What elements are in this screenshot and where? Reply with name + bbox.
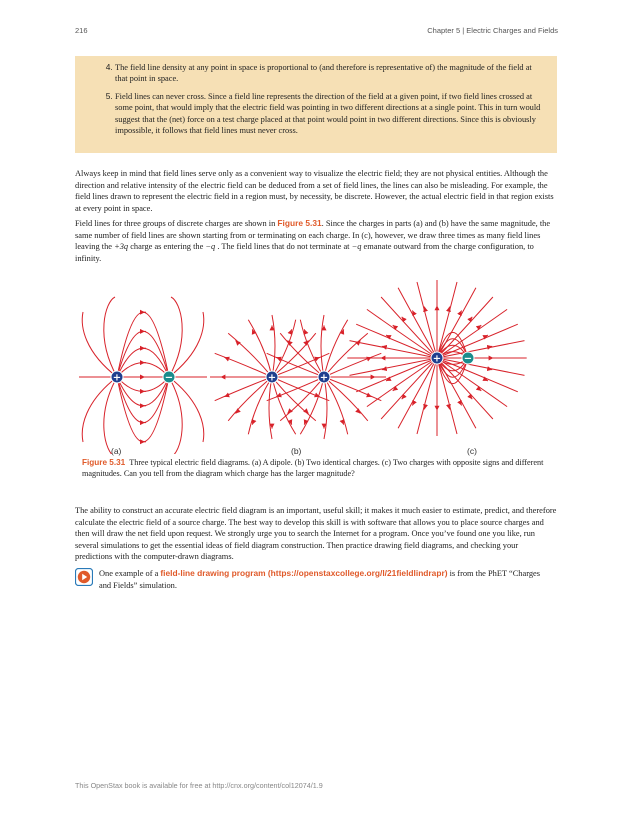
- paragraph-figure-intro: [75, 218, 557, 264]
- field-line: [272, 320, 296, 377]
- field-line: [437, 324, 518, 358]
- field-line: [104, 377, 117, 454]
- math-charge: −q: [205, 242, 216, 252]
- field-line: [356, 358, 437, 392]
- text: Field lines for three groups of discrete charges are shown in: [75, 219, 278, 228]
- field-line: [269, 377, 272, 439]
- paragraph-software-advice: The ability to construct an accurate electric field diagram is an important, useful skill; it makes it much easier to estimate, predict, and therefore calculate the electric field of a source charge. The best way to develop this skill is with software that allows you to place source charges and then will draw the net field upon request. We strongly urge you to search the Internet for a program. Once you’ve found one you like, run several simulations to get the essential ideas of field diagram construction. Then practice drawing field diagrams, and checking your predictions with the computer-drawn diagrams.: [75, 506, 557, 562]
- text: One example of a: [99, 569, 161, 578]
- field-line: [324, 353, 381, 377]
- text: . Since the charges in parts (a) and (b) have the same magnitude, the same number of field lines are shown starting from or terminating on each charge. In (c), however, we draw three times as many field lines leaving the: [75, 219, 551, 252]
- field-line: [324, 377, 368, 421]
- positive-charge-a: [111, 371, 123, 384]
- positive-charge-c: [431, 352, 443, 365]
- positive-charge-b-left: [266, 371, 278, 384]
- plus-sign-label: +: [267, 372, 277, 384]
- dipole-field-lines: [79, 297, 207, 454]
- field-line: [228, 377, 272, 421]
- field-line: [117, 377, 169, 442]
- field-line: [393, 388, 396, 391]
- running-header: Chapter 5 | Electric Charges and Fields: [427, 26, 558, 35]
- field-line: [224, 357, 228, 359]
- field-line: [169, 377, 182, 454]
- plus-sign-label: +: [112, 372, 122, 384]
- paragraph-field-lines-caution: Always keep in mind that field lines serve only as a convenient way to visualize the electric field; they are not physical entities. Although the direction and relative intensity of the electric field can be deduced from a set of field lines, the lines can also be misleading. For example, the field lines drawn to represent the electric field in a region must, by necessity, be discrete. However, the actual electric field in that region exists at every point in space.: [75, 169, 554, 213]
- negative-charge-c: [462, 352, 474, 365]
- field-line-rules-box: [75, 56, 557, 153]
- field-line: [215, 353, 272, 377]
- negative-charge-a: [163, 371, 175, 384]
- rule-item-5: [115, 91, 543, 137]
- field-line-program-link[interactable]: field-line drawing program (https://openstaxcollege.org/l/21fieldlindrapr): [160, 568, 448, 578]
- field-line: [304, 329, 306, 333]
- text: is from the PhET “Charges and Fields” simulation.: [99, 569, 541, 590]
- field-line: [169, 297, 182, 377]
- field-line: [478, 388, 481, 391]
- math-charge: +3q: [114, 242, 129, 252]
- text: . The field lines that do not terminate at: [215, 242, 352, 252]
- field-diagram-figure: [75, 276, 557, 454]
- link-text: [99, 568, 554, 591]
- field-line: [117, 312, 169, 377]
- field-line: [252, 421, 254, 425]
- figure-reference-link[interactable]: Figure 5.31: [277, 218, 322, 228]
- field-line: [280, 333, 324, 377]
- field-line: [117, 377, 169, 391]
- figure-caption: [82, 457, 552, 479]
- rule-item-4: [115, 62, 543, 85]
- field-line: [324, 377, 348, 434]
- field-line: [478, 325, 481, 328]
- field-line: [342, 421, 344, 425]
- field-line: [104, 297, 117, 377]
- positive-charge-b-right: [318, 371, 330, 384]
- footer-availability-note: This OpenStax book is available for free at http://cnx.org/content/col12074/1.9: [75, 781, 323, 790]
- field-line: [272, 333, 316, 377]
- caption-text: Three typical electric field diagrams. (a) A dipole. (b) Two identical charges. (c) Two charges with opposite signs and different magnitudes. Can you tell from the diagram which charge has the larger magnitude?: [82, 458, 544, 478]
- identical-charges-field-lines: [210, 315, 386, 439]
- figure-label-a: (a): [111, 446, 122, 456]
- minus-sign-label: −: [463, 353, 473, 365]
- caption-label: Figure 5.31: [82, 458, 126, 467]
- field-line: [324, 377, 327, 439]
- page-number: 216: [75, 26, 88, 35]
- plus-sign-label: +: [432, 353, 442, 365]
- field-line: [300, 320, 324, 377]
- rule-text: The field line density at any point in space is proportional to (and therefore is representative of) the magnitude of the field at that point in space.: [115, 63, 532, 84]
- field-line: [437, 358, 518, 392]
- field-line: [290, 329, 292, 333]
- plus-sign-label: +: [319, 372, 329, 384]
- field-line: [324, 377, 381, 401]
- field-line: [248, 377, 272, 434]
- field-line: [272, 315, 275, 377]
- figure-label-b: (b): [291, 446, 302, 456]
- rule-text: Field lines can never cross. Since a field line represents the direction of the field at a given point, if two field lines crossed at some point, that would imply that the electric field was pointing in two different directions at a single point. This in turn would suggest that the (net) force on a test charge placed at that point would point in two different directions. Since this is obviously impossible, it follows that field lines must never cross.: [115, 91, 541, 136]
- field-line: [393, 325, 396, 328]
- text: emanate outward from the charge configuration, to infinity.: [75, 242, 534, 263]
- minus-sign-label: −: [164, 372, 174, 384]
- figure-label-c: (c): [467, 446, 477, 456]
- field-line: [117, 363, 169, 377]
- field-line: [356, 324, 437, 358]
- field-line: [215, 377, 272, 401]
- field-line: [321, 315, 324, 377]
- interactive-play-icon: [75, 568, 93, 586]
- text: charge as entering the: [128, 242, 206, 252]
- math-charge: −q: [351, 242, 362, 252]
